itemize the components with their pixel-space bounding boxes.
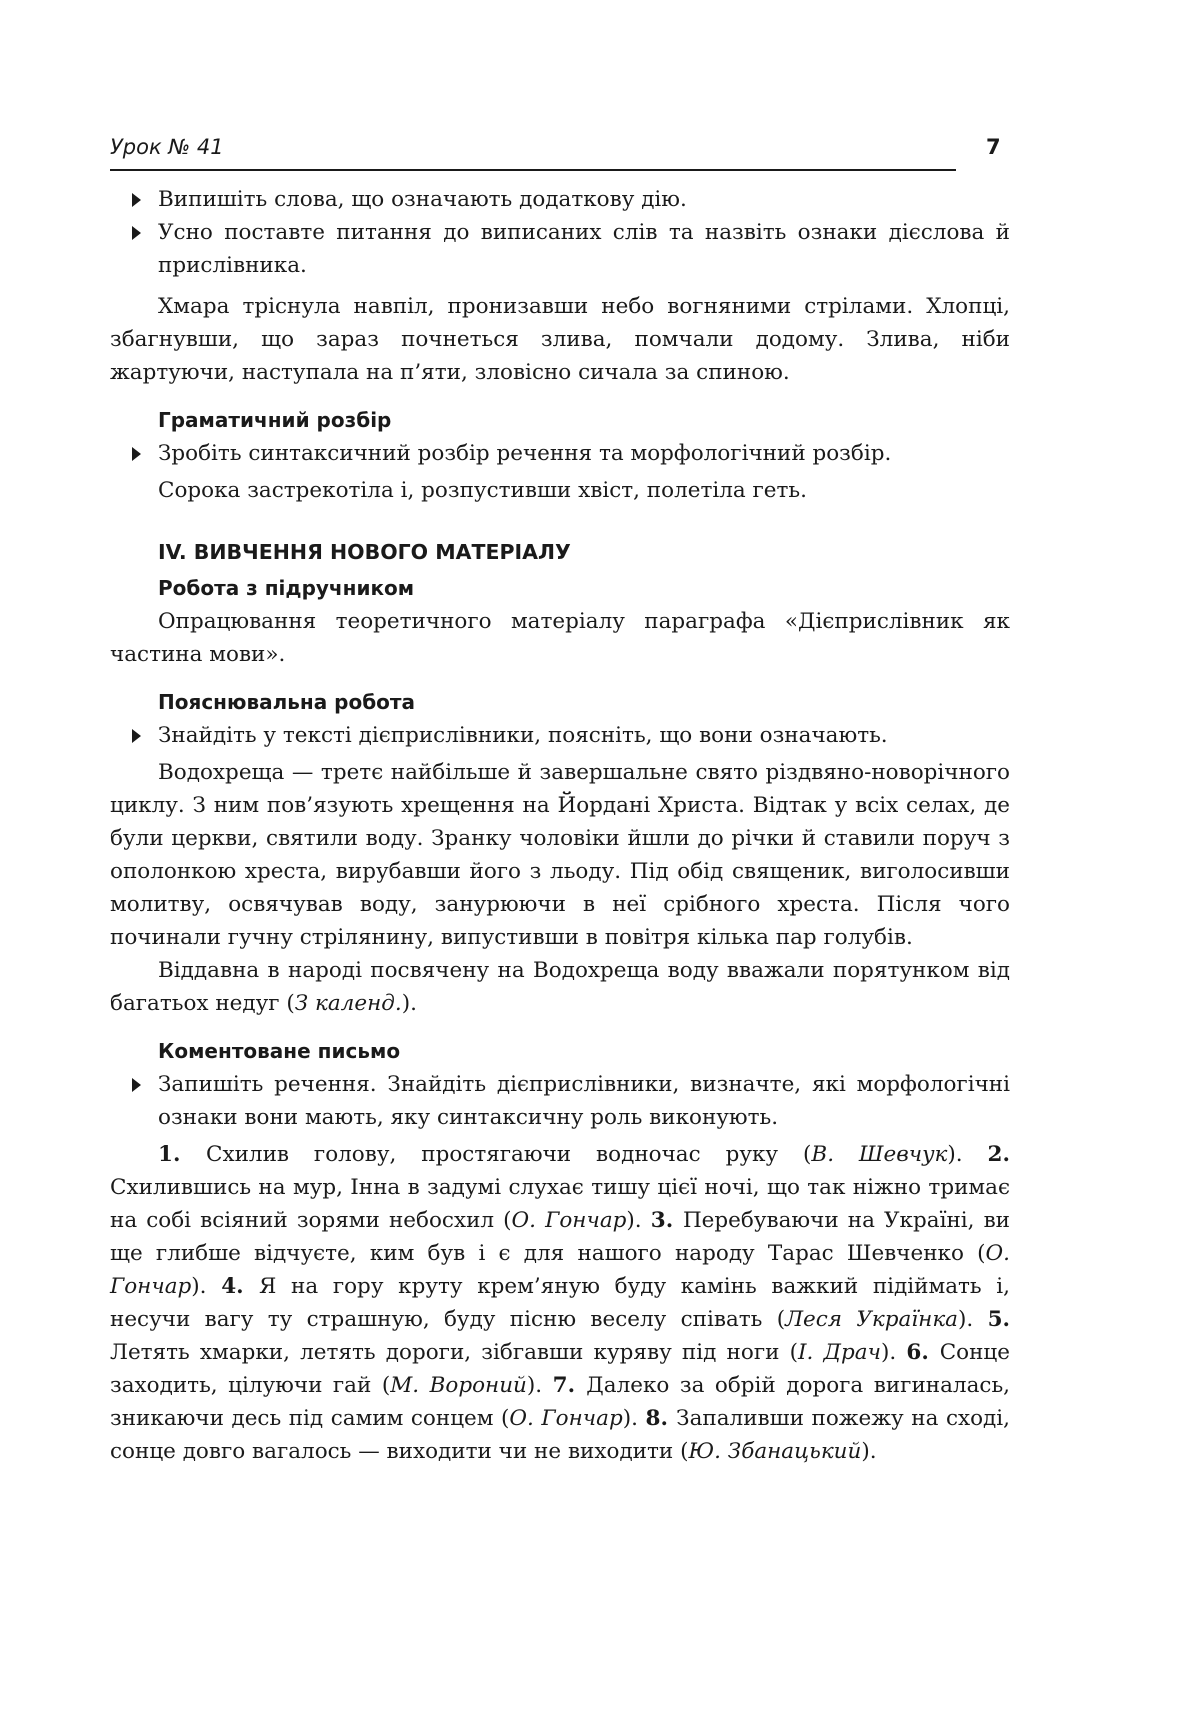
triangle-bullet-icon: [132, 226, 141, 240]
section-heading: Коментоване письмо: [158, 1039, 401, 1063]
chapter-heading: IV. ВИВЧЕННЯ НОВОГО МАТЕРІАЛУ: [158, 540, 571, 564]
sentence-number: 5.: [987, 1307, 1011, 1332]
source-citation: В. Шевчук: [811, 1142, 948, 1167]
sentence-number: 4.: [221, 1274, 259, 1299]
source-citation: З календ.: [294, 991, 402, 1016]
source-citation: І. Драч: [798, 1340, 881, 1365]
source-citation: О. Гончар: [110, 1241, 1010, 1299]
sentence-number: 8.: [645, 1406, 677, 1431]
task-bullet: Випишіть слова, що означають додаткову дію.: [110, 183, 1010, 216]
running-header: [110, 133, 956, 171]
sentence-number: 1.: [158, 1142, 207, 1167]
triangle-bullet-icon: [132, 729, 141, 743]
task-bullet: Усно поставте питання до виписаних слів та назвіть ознаки дієслова й прислівника.: [110, 216, 1010, 282]
sentence-number: 2.: [987, 1142, 1010, 1167]
sentence-text: Перебуваючи на Україні, ви ще глибше відчуєте, ким був і є для нашого народу Тарас Шевченко (: [110, 1208, 1011, 1266]
sentence-text: Далеко за обрій дорога вигиналась, зникаючи десь під самим сонцем (: [110, 1373, 1010, 1431]
task-bullet: Зробіть синтаксичний розбір речення та морфологічний розбір.: [110, 437, 1010, 470]
page-content: [110, 183, 1010, 1468]
sentence-text: Схилив голову, простягаючи водночас руку (: [206, 1142, 812, 1167]
explain-text: Водохреща — третє найбільше й завершальне свято різдвяно-новорічного циклу. З ним пов’язують хрещення на Йордані Христа. Відтак у всіх селах, де були церкви, святили воду. Зранку чоловіки йшли до річки й ставили поруч з ополонкою хреста, вирубавши його з льоду. Під обід священик, виголосивши молитву, освячував воду, занурюючи в неї срібного хреста. Після чого починали гучну стрілянину, випустивши в повітря кілька пар голубів.: [110, 760, 1010, 950]
sentence-text: Запаливши пожежу на сході, сонце довго вагалось — виходити чи не виходити (: [110, 1406, 1011, 1464]
source-citation: Леся Українка: [785, 1307, 959, 1332]
task-bullet: Знайдіть у тексті дієприслівники, поясніть, що вони означають.: [110, 719, 1010, 752]
triangle-bullet-icon: [132, 447, 141, 461]
section-heading: Пояснювальна робота: [158, 690, 416, 714]
source-citation: Ю. Збанацький: [688, 1439, 862, 1464]
triangle-bullet-icon: [132, 193, 141, 207]
triangle-bullet-icon: [132, 1078, 141, 1092]
exercise-text: Хмара тріснула навпіл, пронизавши небо вогняними стрілами. Хлопці, збагнувши, що зараз почнеться злива, помчали додому. Злива, ніби жартуючи, наступала на п’яти, зловісно сичала за спиною.: [110, 294, 1010, 385]
sentence-number: 7.: [552, 1373, 587, 1398]
source-citation: О. Гончар: [511, 1208, 627, 1233]
sentence-text: Схилившись на мур, Інна в задумі слухає тишу цієї ночі, що так ніжно тримає на собі всіяний зорями небосхил (: [110, 1175, 1010, 1233]
section-heading: Граматичний розбір: [158, 408, 392, 432]
sentence-list: 1. Схилив голову, простягаючи водночас руку (В. Шевчук). 2. Схилившись на мур, Інна в задумі слухає тишу цієї ночі, що так ніжно тримає на собі всіяний зорями небосхил (О. Гончар). 3. Перебуваючи на Україні, ви ще глибше відчуєте, ким був і є для нашого народу Тарас Шевченко (О. Гончар). 4. Я на гору круту крем’яную буду камінь важкий підіймать і, несучи вагу ту страшную, буду пісню веселу співать (Леся Українка). 5. Летять хмарки, летять дороги, зібгавши куряву під ноги (І. Драч). 6. Сонце заходить, цілуючи гай (М. Вороний). 7. Далеко за обрій дорога вигиналась, зникаючи десь під самим сонцем (О. Гончар). 8. Запаливши пожежу на сході, сонце довго вагалось — виходити чи не виходити (Ю. Збанацький).: [110, 1142, 1011, 1464]
section-heading: Робота з підручником: [158, 576, 415, 600]
explain-text-2: Віддавна в народі посвячену на Водохреща воду вважали порятунком від багатьох недуг (З календ.).: [110, 958, 1010, 1016]
sentence-text: Я на гору круту крем’яную буду камінь важкий підіймать і, несучи вагу ту страшную, буду пісню веселу співать (: [110, 1274, 1011, 1332]
textbook-text: Опрацювання теоретичного матеріалу параграфа «Дієприслівник як частина мови».: [110, 609, 1010, 667]
sentence-number: 6.: [906, 1340, 940, 1365]
source-citation: О. Гончар: [509, 1406, 623, 1431]
sentence-text: Сонце заходить, цілуючи гай (: [110, 1340, 1010, 1398]
source-citation: М. Вороний: [390, 1373, 527, 1398]
lesson-label: Урок № 41: [110, 135, 224, 159]
sentence-text: Летять хмарки, летять дороги, зібгавши куряву під ноги (: [110, 1340, 799, 1365]
analysis-sentence: Сорока застрекотіла і, розпустивши хвіст, полетіла геть.: [158, 478, 807, 503]
sentence-number: 3.: [650, 1208, 683, 1233]
page-number: 7: [986, 135, 1001, 159]
task-bullet: Запишіть речення. Знайдіть дієприслівники, визначте, які морфологічні ознаки вони мають, яку синтаксичну роль виконують.: [110, 1068, 1010, 1134]
